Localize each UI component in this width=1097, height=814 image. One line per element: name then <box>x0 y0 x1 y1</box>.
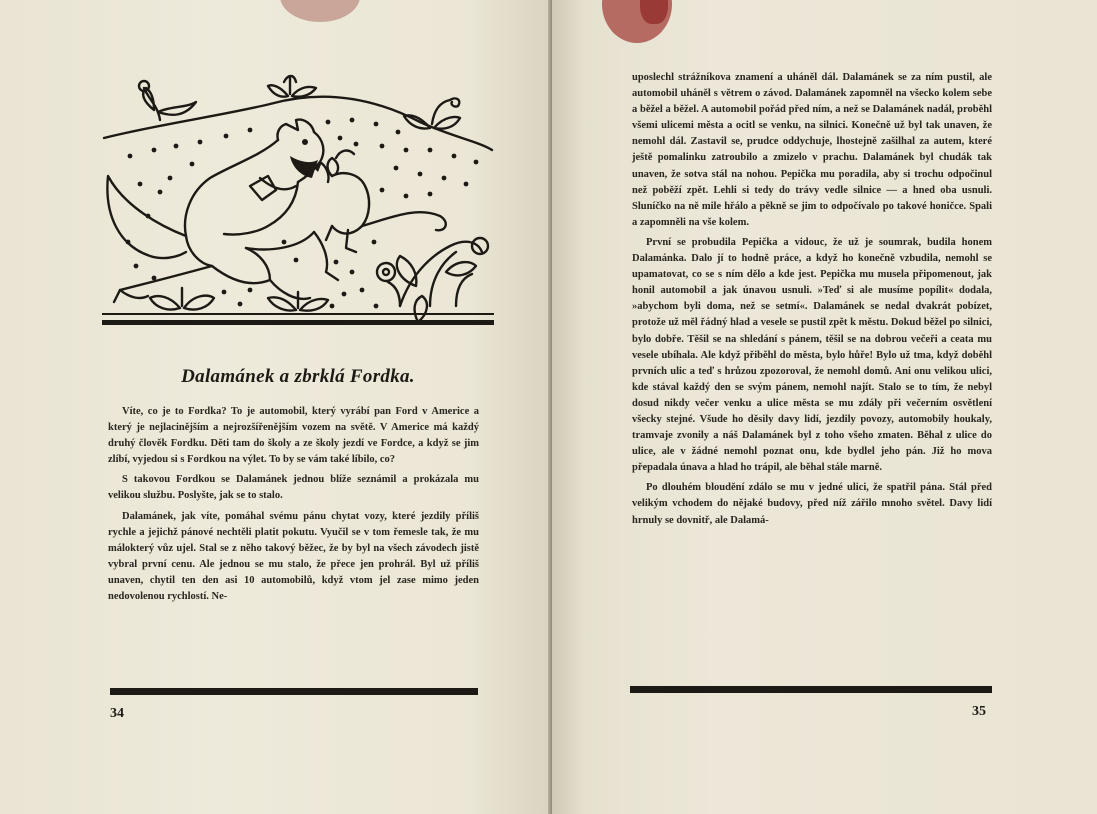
paragraph: uposlechl strážníkova znamení a uháněl dál. Dalamánek se za ním pustil, ale automobil uháněl s větrem o závod. Dalamánek zapomněl na všecko kolem sebe a běžel a běžel. A automobil pořád před ním, a než se Dalamánek nadál, proběhl všemi ulicemi města a ocitl se venku, na silnici. Konečně už byl tak unaven, že nemohl dál. Zastavil se, prudce oddychuje, lhostejně zašilhal za autem, které ještě pomalinku zatroubilo a zmizelo v prachu. Dalamánek byl chudák tak unaven, že sotva stál na nohou. Pepička mu poradila, aby si trochu odpočinul než poběží zpět. Lehli si tedy do trávy vedle silnice — a hned oba usnuli. Sluníčko na ně mile hřálo a pěkně se jim to odpočívalo po takové honičce. Spali a zapomněli na vše kolem. <box>632 72 992 228</box>
paragraph: Dalamánek, jak víte, pomáhal svému pánu chytat vozy, které jezdily příliš rychle a jejichž pánové nechtěli platit pokutu. Vyučil se v tom řemesle tak, že mu málokterý vůz ujel. Stal se z něho takový běžec, že by byl na všech závodech jistě vybral první cenu. Ale jednou se mu stalo, že přece jen prohrál. Byl už příliš unaven, chytil ten den asi 10 automobilů, když vtom jel zase mimo jeden nedovolenou rychlostí. Ne- <box>108 510 479 603</box>
header-rule-thin <box>102 313 494 315</box>
paragraph: Po dlouhém bloudění zdálo se mu v jedné ulici, že spatřil pána. Stál před velikým vchodem do nějaké budovy, před níž zářilo mnoho světel. Davy lidí hrnuly se dovnitř, ale Dalamá- <box>632 482 992 526</box>
paragraph: S takovou Fordkou se Dalamánek jednou blíže seznámil a prokázala mu velikou službu. Poslyšte, jak se to stalo. <box>108 474 479 502</box>
paragraph: Víte, co je to Fordka? To je automobil, který vyrábí pan Ford v Americe a který je nejlacinějším a nejrozšířenějším vozem na světě. V Americe má každý druhý člověk Fordku. Děti tam do školy a ze školy jezdí ve Fordce, a když se jim zlíbí, vyjedou si s Fordkou na výlet. To by se vám také líbilo, co? <box>108 406 479 466</box>
page-number-right: 35 <box>972 704 986 719</box>
left-body-text <box>108 404 479 605</box>
footer-rule <box>630 686 992 693</box>
right-body-text <box>632 70 992 529</box>
chapter-illustration <box>100 66 496 332</box>
page-number-left: 34 <box>110 706 124 721</box>
paragraph: První se probudila Pepička a vidouc, že už je soumrak, budila honem Dalamánka. Dalo jí to hodně práce, a když ho konečně vzbudila, nemohl se upamatovat, co se s ním dělo a kde jest. Pepička mu musela připomenout, jak honil automobil a jak únavou usnuli. »Teď si ale musíme popílit« dodala, »abychom byli doma, než se setmí«. Dalamánek se nedal dvakrát pobízet, protože už měl řádný hlad a vesele se pustil zpět k městu. Dokud běžel po silnici, bylo dobře. Těšil se na shledání s pánem, těšil se na dobrou večeři a ceata mu vesele ubíhala. Ale když přiběhl do města, bylo hůře! Bylo už tma, když doběhl prvních ulic a teď s hrůzou zpozoroval, že nemohl domů. Ani onu velikou ulici, kde stával každý den se svým pánem, nemohl najít. Stalo se to tím, že nebyl dosud nikdy večer venku a ulice města se mu zdály při večerním osvětlení všecky stejné. Všude ho děsily davy lidí, jezdily povozy, automobily houkaly, tramvaje zvonily a náš Dalamánek byl z toho všeho zmaten. Běhal z ulice do ulice, ale v žádné nemohl poznat onu, kde bydlel jeho pán. Již ho mova přepadala únava a hlad ho trápil, ale běhal stále marně. <box>632 236 992 474</box>
chapter-title: Dalamánek a zbrklá Fordka. <box>181 366 415 387</box>
footer-rule <box>110 688 478 695</box>
finger <box>280 0 360 22</box>
right-page <box>552 0 1097 814</box>
header-rule-thick <box>102 320 494 325</box>
